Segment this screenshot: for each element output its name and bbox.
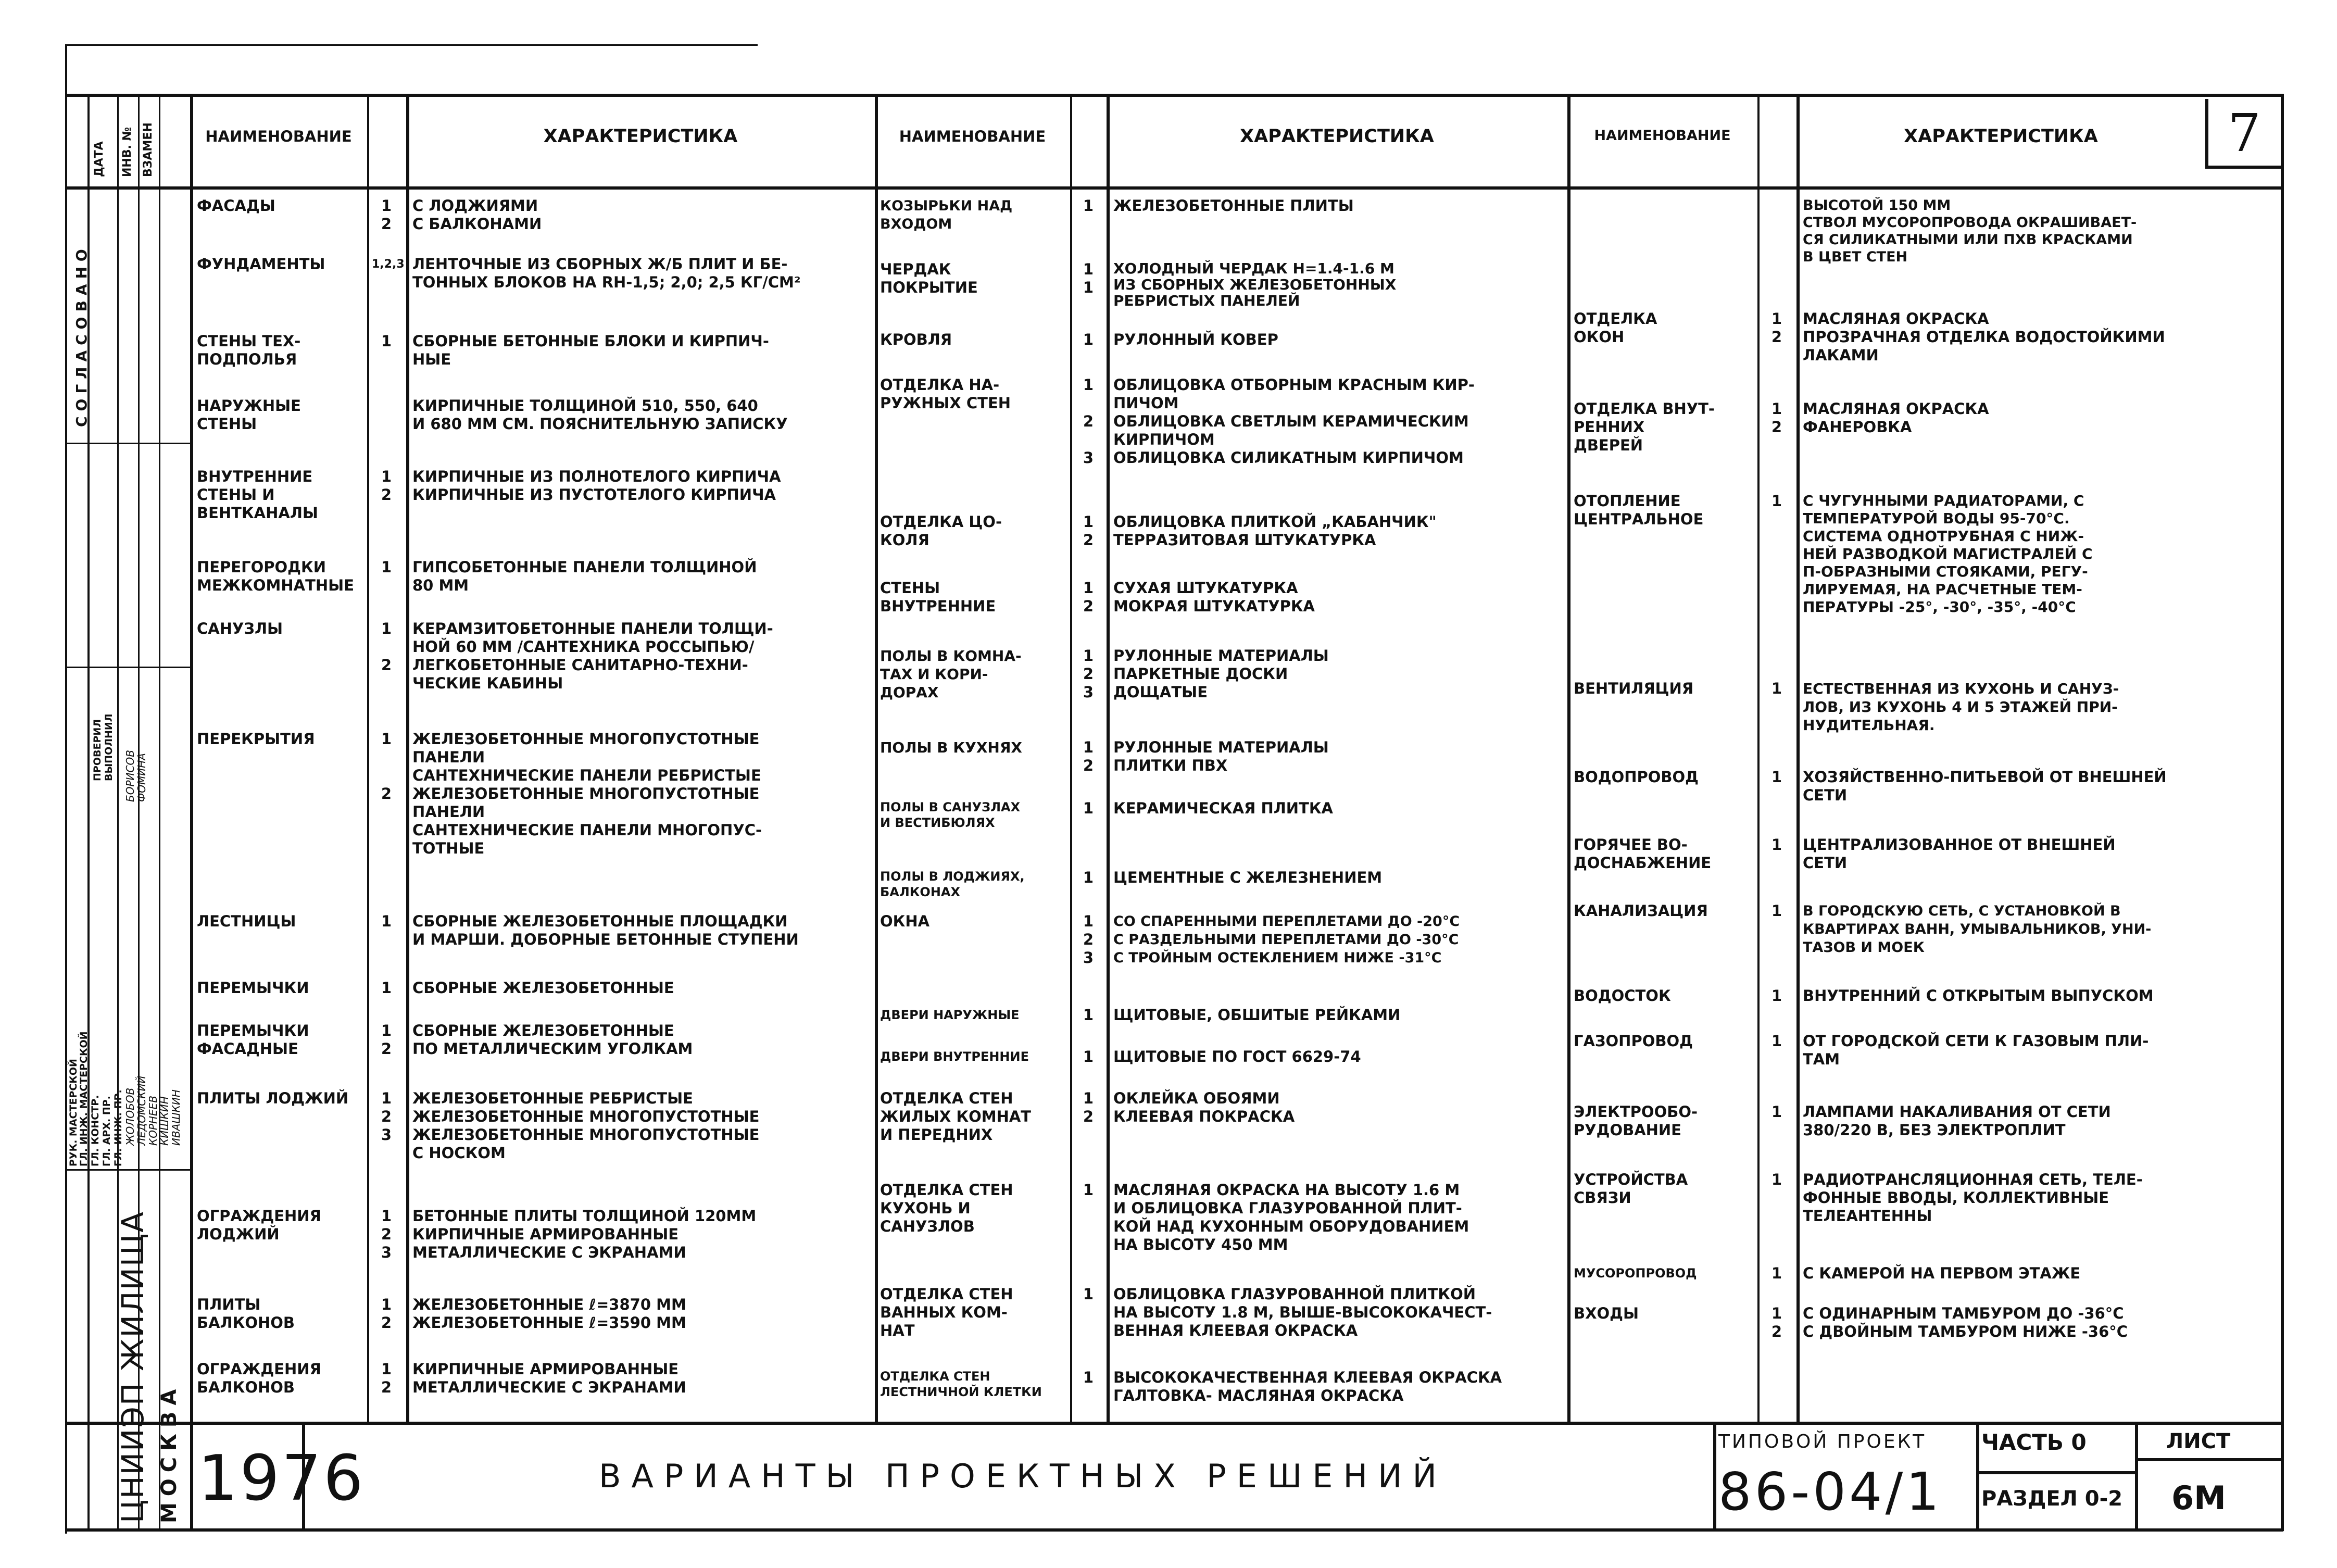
staff-role: ПРОВЕРИЛ bbox=[92, 719, 103, 781]
row-characteristic: СБОРНЫЕ ЖЕЛЕЗОБЕТОННЫЕ bbox=[412, 979, 674, 997]
row-variant: 1 bbox=[1771, 836, 1782, 854]
row-name: ПОЛЫ В САНУЗЛАХ И ВЕСТИБЮЛЯХ bbox=[880, 800, 1021, 830]
row-variant: 1 2 bbox=[1771, 310, 1782, 346]
row-characteristic: ОКЛЕЙКА ОБОЯМИ КЛЕЕВАЯ ПОКРАСКА bbox=[1113, 1089, 1295, 1125]
row-characteristic: ОБЛИЦОВКА ОТБОРНЫМ КРАСНЫМ КИР- ПИЧОМ ОБЛИЦОВКА СВЕТЛЫМ КЕРАМИЧЕСКИМ КИРПИЧОМ ОБЛИЦОВКА СИЛИКАТНЫМ КИРПИЧОМ bbox=[1113, 376, 1475, 467]
strip-hline-1 bbox=[65, 443, 190, 444]
row-characteristic: ВЫСОКОКАЧЕСТВЕННАЯ КЛЕЕВАЯ ОКРАСКА ГАЛТОВКА- МАСЛЯНАЯ ОКРАСКА bbox=[1113, 1369, 1502, 1404]
row-name: ПЛИТЫ ЛОДЖИЙ bbox=[197, 1089, 349, 1107]
row-characteristic: РУЛОННЫЕ МАТЕРИАЛЫ ПЛИТКИ ПВХ bbox=[1113, 738, 1329, 774]
staff-role: ГЛ. ИНЖ. ПР. bbox=[112, 1089, 124, 1166]
row-name: НАРУЖНЫЕ СТЕНЫ bbox=[197, 397, 301, 433]
tb-sheet-sep bbox=[2135, 1422, 2138, 1531]
row-variant: 1 2 bbox=[381, 468, 392, 504]
row-name: ПОЛЫ В ЛОДЖИЯХ, БАЛКОНАХ bbox=[880, 869, 1025, 899]
table-bottom bbox=[65, 1422, 2283, 1425]
sep-n1 bbox=[367, 94, 369, 1423]
row-name: ОТДЕЛКА СТЕН ЖИЛЫХ КОМНАТ И ПЕРЕДНИХ bbox=[880, 1089, 1032, 1144]
row-characteristic: КИРПИЧНЫЕ АРМИРОВАННЫЕ МЕТАЛЛИЧЕСКИЕ С ЭКРАНАМИ bbox=[412, 1360, 686, 1396]
sheet-value: 6М bbox=[2171, 1479, 2226, 1517]
row-name: ДВЕРИ ВНУТРЕННИЕ bbox=[880, 1049, 1029, 1064]
tb-sheet-mid bbox=[2135, 1458, 2283, 1461]
row-variant: 1 bbox=[1771, 492, 1782, 510]
tb-part-mid bbox=[1976, 1471, 2135, 1474]
row-name: КОЗЫРЬКИ НАД ВХОДОМ bbox=[880, 198, 1013, 232]
row-variant: 1 2 bbox=[381, 1296, 392, 1332]
staff-role: РУК. МАСТЕРСКОЙ bbox=[68, 1059, 79, 1166]
row-variant: 1 2 bbox=[1083, 738, 1094, 774]
row-characteristic: ОБЛИЦОВКА ГЛАЗУРОВАННОЙ ПЛИТКОЙ НА ВЫСОТУ 1.8 М, ВЫШЕ-ВЫСОКОКАЧЕСТ- ВЕННАЯ КЛЕЕВАЯ ОКРАСКА bbox=[1113, 1285, 1492, 1339]
row-characteristic: КИРПИЧНЫЕ ТОЛЩИНОЙ 510, 550, 640 И 680 ММ СМ. ПОЯСНИТЕЛЬНУЮ ЗАПИСКУ bbox=[412, 397, 788, 433]
sheet-number-box-bottom bbox=[2205, 166, 2283, 169]
row-characteristic: ОБЛИЦОВКА ПЛИТКОЙ „КАБАНЧИК" ТЕРРАЗИТОВАЯ ШТУКАТУРКА bbox=[1113, 513, 1437, 549]
organization-name: ЦНИИЭП ЖИЛИЩА bbox=[115, 1211, 150, 1523]
sep-k2 bbox=[1107, 94, 1110, 1423]
row-name: ОТДЕЛКА СТЕН ЛЕСТНИЧНОЙ КЛЕТКИ bbox=[880, 1369, 1042, 1399]
part-label: ЧАСТЬ 0 bbox=[1981, 1429, 2087, 1455]
project-number: 86-04/1 bbox=[1718, 1461, 1942, 1522]
staff-name: ЛЕДОМСКИЙ bbox=[135, 1075, 148, 1146]
row-name: ПЛИТЫ БАЛКОНОВ bbox=[197, 1296, 295, 1332]
row-variant: 1 bbox=[381, 912, 392, 930]
approval-label: СОГЛАСОВАНО bbox=[73, 244, 90, 427]
tb-title-sep bbox=[1713, 1422, 1716, 1531]
row-characteristic: ЛАМПАМИ НАКАЛИВАНИЯ ОТ СЕТИ 380/220 В, БЕЗ ЭЛЕКТРОПЛИТ bbox=[1803, 1103, 2111, 1139]
row-name: ОТДЕЛКА ВНУТ- РЕННИХ ДВЕРЕЙ bbox=[1574, 400, 1715, 454]
row-characteristic: С ЛОДЖИЯМИ С БАЛКОНАМИ bbox=[412, 197, 542, 233]
row-variant: 1 bbox=[1771, 1032, 1782, 1050]
row-name: ОТОПЛЕНИЕ ЦЕНТРАЛЬНОЕ bbox=[1574, 492, 1704, 528]
staff-name: КОРНЕЕВ bbox=[147, 1095, 159, 1146]
row-name: ПЕРЕМЫЧКИ ФАСАДНЫЕ bbox=[197, 1022, 309, 1058]
frame-right bbox=[2281, 94, 2284, 1531]
row-variant: 1 2 bbox=[1083, 1089, 1094, 1125]
row-characteristic: МАСЛЯНАЯ ОКРАСКА НА ВЫСОТУ 1.6 М И ОБЛИЦОВКА ГЛАЗУРОВАННОЙ ПЛИТ- КОЙ НАД КУХОННЫМ ОБОРУДОВАНИЕМ НА ВЫСОТУ 450 ММ bbox=[1113, 1181, 1469, 1253]
staff-name: ФОМИНА bbox=[135, 753, 148, 802]
staff-name: КИШКИН bbox=[158, 1096, 171, 1146]
row-variant: 1 2 3 bbox=[1083, 647, 1094, 701]
row-characteristic: ОТ ГОРОДСКОЙ СЕТИ К ГАЗОВЫМ ПЛИ- ТАМ bbox=[1803, 1032, 2149, 1068]
row-variant: 1 2 3 bbox=[381, 1089, 392, 1144]
row-characteristic: ЦЕМЕНТНЫЕ С ЖЕЛЕЗНЕНИЕМ bbox=[1113, 869, 1383, 886]
staff-name: БОРИСОВ bbox=[124, 750, 136, 802]
row-name: ВХОДЫ bbox=[1574, 1304, 1639, 1322]
strip-hline-2 bbox=[65, 667, 190, 668]
row-characteristic: СБОРНЫЕ ЖЕЛЕЗОБЕТОННЫЕ ПЛОЩАДКИ И МАРШИ. ДОБОРНЫЕ БЕТОННЫЕ СТУПЕНИ bbox=[412, 912, 799, 948]
row-variant: 1 1 bbox=[1083, 260, 1094, 296]
row-variant: 1 2 bbox=[381, 620, 392, 674]
row-variant: 1 bbox=[1771, 1171, 1782, 1188]
row-name: ДВЕРИ НАРУЖНЫЕ bbox=[880, 1008, 1020, 1022]
row-variant: 1 bbox=[1771, 902, 1782, 920]
row-variant: 1 2 bbox=[1771, 400, 1782, 436]
margin-label-inv: ИНВ. № bbox=[121, 127, 134, 177]
header-char-2: ХАРАКТЕРИСТИКА bbox=[1240, 126, 1434, 147]
row-name: САНУЗЛЫ bbox=[197, 620, 283, 637]
row-name: ПЕРЕКРЫТИЯ bbox=[197, 730, 315, 748]
row-variant: 1 bbox=[1771, 680, 1782, 697]
row-variant: 1 bbox=[381, 979, 392, 997]
row-variant: 1 bbox=[1771, 768, 1782, 786]
header-name-2: НАИМЕНОВАНИЕ bbox=[899, 128, 1046, 145]
row-characteristic: ЖЕЛЕЗОБЕТОННЫЕ ℓ=3870 ММ ЖЕЛЕЗОБЕТОННЫЕ ℓ=3590 ММ bbox=[412, 1296, 686, 1332]
row-name: ПОЛЫ В КОМНА- ТАХ И КОРИ- ДОРАХ bbox=[880, 647, 1022, 701]
header-name-1: НАИМЕНОВАНИЕ bbox=[205, 128, 352, 145]
row-characteristic: КИРПИЧНЫЕ ИЗ ПОЛНОТЕЛОГО КИРПИЧА КИРПИЧНЫЕ ИЗ ПУСТОТЕЛОГО КИРПИЧА bbox=[412, 468, 781, 504]
staff-role: ГЛ. ИНЖ. МАСТЕРСКОЙ bbox=[78, 1031, 90, 1166]
row-characteristic: СБОРНЫЕ БЕТОННЫЕ БЛОКИ И КИРПИЧ- НЫЕ bbox=[412, 332, 769, 368]
row-name: ВЕНТИЛЯЦИЯ bbox=[1574, 680, 1694, 697]
frame-top bbox=[65, 94, 2283, 97]
row-characteristic: БЕТОННЫЕ ПЛИТЫ ТОЛЩИНОЙ 120ММ КИРПИЧНЫЕ АРМИРОВАННЫЕ МЕТАЛЛИЧЕСКИЕ С ЭКРАНАМИ bbox=[412, 1207, 757, 1261]
sep-c2 bbox=[1567, 94, 1570, 1423]
row-characteristic: С ЧУГУННЫМИ РАДИАТОРАМИ, С ТЕМПЕРАТУРОЙ ВОДЫ 95-70°С. СИСТЕМА ОДНОТРУБНАЯ С НИЖ- НЕЙ РАЗВОДКОЙ МАГИСТРАЛЕЙ С П-ОБРАЗНЫМИ СТОЯКАМИ, РЕГУ- ЛИРУЕМАЯ, НА РАСЧЕТНЫЕ ТЕМ- ПЕРАТУРЫ -25°, -30°, -35°, -40°С bbox=[1803, 492, 2093, 616]
row-characteristic: ЕСТЕСТВЕННАЯ ИЗ КУХОНЬ И САНУЗ- ЛОВ, ИЗ КУХОНЬ 4 И 5 ЭТАЖЕЙ ПРИ- НУДИТЕЛЬНАЯ. bbox=[1803, 680, 2119, 734]
staff-role: ВЫПОЛНИЛ bbox=[103, 713, 115, 781]
row-name: ОТДЕЛКА НА- РУЖНЫХ СТЕН bbox=[880, 376, 1011, 412]
row-variant: 1 2 3 bbox=[381, 1207, 392, 1261]
sheet-number: 7 bbox=[2228, 103, 2261, 164]
row-characteristic: ЖЕЛЕЗОБЕТОННЫЕ РЕБРИСТЫЕ ЖЕЛЕЗОБЕТОННЫЕ МНОГОПУСТОТНЫЕ ЖЕЛЕЗОБЕТОННЫЕ МНОГОПУСТОТНЫЕ С НОСКОМ bbox=[412, 1089, 760, 1162]
row-characteristic: ЛЕНТОЧНЫЕ ИЗ СБОРНЫХ Ж/Б ПЛИТ И БЕ- ТОННЫХ БЛОКОВ НА RН-1,5; 2,0; 2,5 КГ/СМ² bbox=[412, 255, 801, 291]
staff-name: ЖОЛОБОВ bbox=[124, 1087, 136, 1146]
year: 1976 bbox=[198, 1442, 366, 1515]
header-name-3: НАИМЕНОВАНИЕ bbox=[1594, 128, 1731, 144]
row-variant: 1 2 bbox=[1083, 513, 1094, 549]
row-variant: 1 bbox=[1083, 869, 1094, 886]
row-variant: 1 2 bbox=[1771, 1304, 1782, 1340]
row-name: ОТДЕЛКА СТЕН КУХОНЬ И САНУЗЛОВ bbox=[880, 1181, 1013, 1235]
row-name: ОГРАЖДЕНИЯ ЛОДЖИЙ bbox=[197, 1207, 321, 1243]
row-variant: 1 bbox=[1083, 1048, 1094, 1065]
row-name: ВОДОПРОВОД bbox=[1574, 768, 1699, 786]
strip-sep-4 bbox=[159, 94, 160, 1531]
row-name: ПЕРЕГОРОДКИ МЕЖКОМНАТНЫЕ bbox=[197, 558, 355, 594]
row-name: ЛЕСТНИЦЫ bbox=[197, 912, 296, 930]
margin-label-replaces: ВЗАМЕН bbox=[142, 122, 155, 177]
row-variant: 1 bbox=[1083, 197, 1094, 215]
row-name: СТЕНЫ ВНУТРЕННИЕ bbox=[880, 579, 996, 615]
row-name: ПЕРЕМЫЧКИ bbox=[197, 979, 309, 997]
row-name: ВНУТРЕННИЕ СТЕНЫ И ВЕНТКАНАЛЫ bbox=[197, 468, 318, 522]
row-characteristic: С КАМЕРОЙ НА ПЕРВОМ ЭТАЖЕ bbox=[1803, 1264, 2081, 1282]
row-variant: 1 2 bbox=[1083, 579, 1094, 615]
row-name: ОГРАЖДЕНИЯ БАЛКОНОВ bbox=[197, 1360, 321, 1396]
tb-part-sep bbox=[1976, 1422, 1979, 1531]
staff-name: ИВАШКИН bbox=[170, 1089, 182, 1146]
row-variant: 1 bbox=[1083, 1285, 1094, 1303]
row-characteristic: В ГОРОДСКУЮ СЕТЬ, С УСТАНОВКОЙ В КВАРТИРАХ ВАНН, УМЫВАЛЬНИКОВ, УНИ- ТАЗОВ И МОЕК bbox=[1803, 903, 2152, 956]
sep-side-strip bbox=[190, 94, 193, 1531]
row-variant: 1 2 bbox=[381, 197, 392, 233]
row-variant: 1 bbox=[1771, 1103, 1782, 1121]
header-char-1: ХАРАКТЕРИСТИКА bbox=[543, 126, 738, 147]
row-characteristic: СУХАЯ ШТУКАТУРКА МОКРАЯ ШТУКАТУРКА bbox=[1113, 579, 1315, 615]
row-characteristic: ВНУТРЕННИЙ С ОТКРЫТЫМ ВЫПУСКОМ bbox=[1803, 987, 2154, 1005]
row-name: ПОЛЫ В КУХНЯХ bbox=[880, 739, 1022, 756]
row-characteristic: РАДИОТРАНСЛЯЦИОННАЯ СЕТЬ, ТЕЛЕ- ФОННЫЕ ВВОДЫ, КОЛЛЕКТИВНЫЕ ТЕЛЕАНТЕННЫ bbox=[1803, 1171, 2143, 1225]
row-name: ФУНДАМЕНТЫ bbox=[197, 255, 325, 273]
row-characteristic: МАСЛЯНАЯ ОКРАСКА ПРОЗРАЧНАЯ ОТДЕЛКА ВОДОСТОЙКИМИ ЛАКАМИ bbox=[1803, 310, 2165, 364]
row-variant: 1 bbox=[1771, 987, 1782, 1005]
organization-city: МОСКВА bbox=[157, 1383, 181, 1523]
row-name: МУСОРОПРОВОД bbox=[1574, 1266, 1697, 1281]
left-border bbox=[65, 44, 67, 1534]
row-variant: 1 2 bbox=[381, 1360, 392, 1396]
project-label: ТИПОВОЙ ПРОЕКТ bbox=[1718, 1431, 1927, 1452]
row-characteristic: ЖЕЛЕЗОБЕТОННЫЕ ПЛИТЫ bbox=[1113, 197, 1354, 215]
row-name: ГАЗОПРОВОД bbox=[1574, 1032, 1693, 1050]
row-characteristic: КЕРАМИЧЕСКАЯ ПЛИТКА bbox=[1113, 799, 1334, 817]
row-variant: 1 bbox=[1083, 1369, 1094, 1386]
row-characteristic: ЦЕНТРАЛИЗОВАННОЕ ОТ ВНЕШНЕЙ СЕТИ bbox=[1803, 836, 2116, 872]
row-characteristic: ЩИТОВЫЕ ПО ГОСТ 6629-74 bbox=[1113, 1048, 1361, 1065]
row-name: КАНАЛИЗАЦИЯ bbox=[1574, 902, 1708, 920]
section-label: РАЗДЕЛ 0-2 bbox=[1981, 1487, 2123, 1511]
row-characteristic: С ОДИНАРНЫМ ТАМБУРОМ ДО -36°С С ДВОЙНЫМ ТАМБУРОМ НИЖЕ -36°С bbox=[1803, 1304, 2128, 1340]
row-variant: 1 2 3 bbox=[1083, 376, 1094, 467]
row-variant: 1 bbox=[381, 332, 392, 350]
sheet-title: ВАРИАНТЫ ПРОЕКТНЫХ РЕШЕНИЙ bbox=[599, 1457, 1447, 1495]
row-characteristic: РУЛОННЫЙ КОВЕР bbox=[1113, 331, 1278, 348]
row-name: ВОДОСТОК bbox=[1574, 987, 1671, 1005]
row-name: ОТДЕЛКА ЦО- КОЛЯ bbox=[880, 513, 1002, 549]
staff-role: ГЛ. КОНСТР. bbox=[90, 1095, 101, 1166]
row-characteristic: РУЛОННЫЕ МАТЕРИАЛЫ ПАРКЕТНЫЕ ДОСКИ ДОЩАТЫЕ bbox=[1113, 647, 1329, 701]
row-variant: 1 bbox=[1083, 1181, 1094, 1199]
row-name: ФАСАДЫ bbox=[197, 197, 275, 215]
row-variant: 1 2 bbox=[381, 1022, 392, 1058]
sep-n3 bbox=[1757, 94, 1760, 1423]
sep-k3 bbox=[1796, 94, 1800, 1423]
row-name: УСТРОЙСТВА СВЯЗИ bbox=[1574, 1171, 1688, 1207]
row-characteristic: ЩИТОВЫЕ, ОБШИТЫЕ РЕЙКАМИ bbox=[1113, 1006, 1401, 1024]
header-bottom bbox=[65, 186, 2283, 190]
strip-hline-3 bbox=[65, 1169, 190, 1171]
frame-bottom bbox=[65, 1528, 2283, 1532]
sep-n2 bbox=[1070, 94, 1072, 1423]
row-characteristic: МАСЛЯНАЯ ОКРАСКА ФАНЕРОВКА bbox=[1803, 400, 1989, 436]
row-characteristic: ХОЗЯЙСТВЕННО-ПИТЬЕВОЙ ОТ ВНЕШНЕЙ СЕТИ bbox=[1803, 768, 2167, 804]
row-characteristic: ЖЕЛЕЗОБЕТОННЫЕ МНОГОПУСТОТНЫЕ ПАНЕЛИ САНТЕХНИЧЕСКИЕ ПАНЕЛИ РЕБРИСТЫЕ ЖЕЛЕЗОБЕТОННЫЕ МНОГОПУСТОТНЫЕ ПАНЕЛИ САНТЕХНИЧЕСКИЕ ПАНЕЛИ МНОГОПУС- ТОТНЫЕ bbox=[412, 730, 762, 857]
row-characteristic: СБОРНЫЕ ЖЕЛЕЗОБЕТОННЫЕ ПО МЕТАЛЛИЧЕСКИМ УГОЛКАМ bbox=[412, 1022, 693, 1058]
row-name: ОТДЕЛКА СТЕН ВАННЫХ КОМ- НАТ bbox=[880, 1285, 1013, 1339]
sheet-label: ЛИСТ bbox=[2166, 1429, 2231, 1453]
row-variant: 1 bbox=[1083, 331, 1094, 348]
row-name: ГОРЯЧЕЕ ВО- ДОСНАБЖЕНИЕ bbox=[1574, 836, 1712, 872]
row-name: СТЕНЫ ТЕХ- ПОДПОЛЬЯ bbox=[197, 332, 301, 368]
top-border-thin bbox=[65, 44, 758, 46]
row-name: ОКНА bbox=[880, 912, 930, 930]
row-name: ОТДЕЛКА ОКОН bbox=[1574, 310, 1657, 346]
row-variant: 1 2 bbox=[381, 730, 392, 802]
row-characteristic: ГИПСОБЕТОННЫЕ ПАНЕЛИ ТОЛЩИНОЙ 80 ММ bbox=[412, 558, 757, 594]
staff-role: ГЛ. АРХ. ПР. bbox=[101, 1096, 112, 1166]
row-characteristic: СО СПАРЕННЫМИ ПЕРЕПЛЕТАМИ ДО -20°С С РАЗДЕЛЬНЫМИ ПЕРЕПЛЕТАМИ ДО -30°С С ТРОЙНЫМ ОСТЕКЛЕНИЕМ НИЖЕ -31°С bbox=[1113, 913, 1460, 966]
margin-label-date: ДАТА bbox=[93, 141, 106, 177]
row-name: КРОВЛЯ bbox=[880, 331, 952, 348]
row-characteristic: КЕРАМЗИТОБЕТОННЫЕ ПАНЕЛИ ТОЛЩИ- НОЙ 60 ММ /САНТЕХНИКА РОССЫПЬЮ/ ЛЕГКОБЕТОННЫЕ САНИТАРНО-ТЕХНИ- ЧЕСКИЕ КАБИНЫ bbox=[412, 620, 773, 692]
row-variant: 1,2,3 bbox=[372, 258, 405, 271]
row-variant: 1 bbox=[1771, 1264, 1782, 1282]
row-characteristic: ВЫСОТОЙ 150 ММ СТВОЛ МУСОРОПРОВОДА ОКРАШИВАЕТ- СЯ СИЛИКАТНЫМИ ИЛИ ПХВ КРАСКАМИ В ЦВЕТ СТЕН bbox=[1803, 197, 2137, 265]
row-variant: 1 bbox=[1083, 799, 1094, 817]
row-variant: 1 bbox=[381, 558, 392, 576]
header-char-3: ХАРАКТЕРИСТИКА bbox=[1904, 126, 2098, 147]
row-variant: 1 bbox=[1083, 1006, 1094, 1024]
row-characteristic: ХОЛОДНЫЙ ЧЕРДАК H=1.4-1.6 М ИЗ СБОРНЫХ ЖЕЛЕЗОБЕТОННЫХ РЕБРИСТЫХ ПАНЕЛЕЙ bbox=[1113, 260, 1397, 309]
row-name: ЧЕРДАК ПОКРЫТИЕ bbox=[880, 260, 978, 296]
sep-c1 bbox=[875, 94, 878, 1423]
sep-k1 bbox=[406, 94, 409, 1423]
row-name: ЭЛЕКТРООБО- РУДОВАНИЕ bbox=[1574, 1103, 1698, 1139]
row-variant: 1 2 3 bbox=[1083, 912, 1094, 967]
